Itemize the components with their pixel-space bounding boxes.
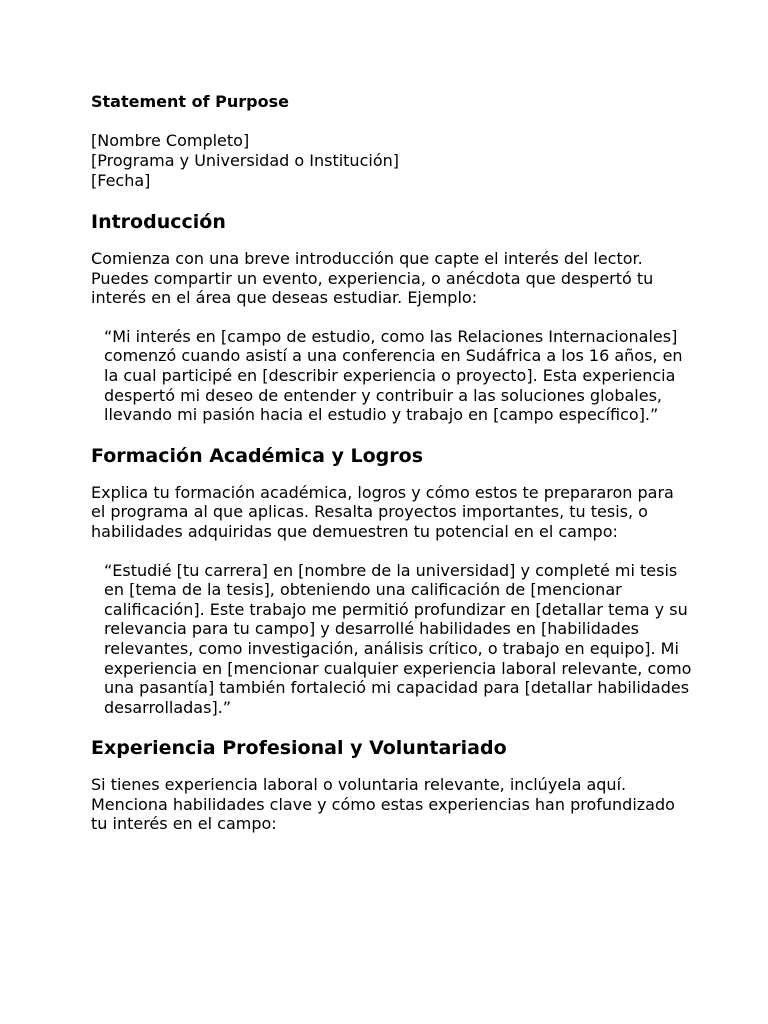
section-heading: Experiencia Profesional y Voluntariado [91, 737, 507, 760]
document-page [91, 92, 691, 853]
document-title: Statement of Purpose [91, 92, 289, 111]
section-heading: Introducción [91, 211, 226, 233]
document-meta [91, 131, 691, 191]
example-quote: “Mi interés en [campo de estudio, como las Relaciones Internacionales] comenzó cuando asistí a una conferencia en Sudáfrica a los 16 años, en la cual participé en [describir experiencia o proyecto]. Esta experiencia despertó mi deseo de entender y contribuir a las soluciones globales, llevando mi pasión hacia el estudio y trabajo en [campo específico].” [104, 326, 683, 425]
meta-program: [Programa y Universidad o Institución] [91, 151, 399, 170]
section-heading: Formación Académica y Logros [91, 444, 423, 467]
section-introduccion [91, 210, 691, 425]
section-formacion-academica [91, 444, 691, 718]
example-quote: “Estudié [tu carrera] en [nombre de la universidad] y completé mi tesis en [tema de la tesis], obteniendo una calificación de [mencionar calificación]. Este trabajo me permitió profundizar en [detallar tema y su relevancia para tu campo] y desarrollé habilidades en [habilidades relevantes, como investigación, análisis crítico, o trabajo en equipo]. Mi experiencia en [mencionar cualquier experiencia laboral relevante, como una pasantía] también fortaleció mi capacidad para [detallar habilidades desarrolladas].” [104, 560, 692, 717]
section-paragraph: Explica tu formación académica, logros y cómo estos te prepararon para el programa al que aplicas. Resalta proyectos importantes, tu tesis, o habilidades adquiridas que demuestren tu potencial en el campo: [91, 482, 674, 541]
section-experiencia-profesional [91, 736, 691, 834]
meta-date: [Fecha] [91, 171, 151, 190]
section-paragraph: Si tienes experiencia laboral o voluntaria relevante, inclúyela aquí. Menciona habilidades clave y cómo estas experiencias han profundizado tu interés en el campo: [91, 775, 675, 834]
meta-full-name: [Nombre Completo] [91, 131, 250, 150]
section-paragraph: Comienza con una breve introducción que capte el interés del lector. Puedes compartir un evento, experiencia, o anécdota que despertó tu interés en el área que deseas estudiar. Ejemplo: [91, 249, 654, 308]
